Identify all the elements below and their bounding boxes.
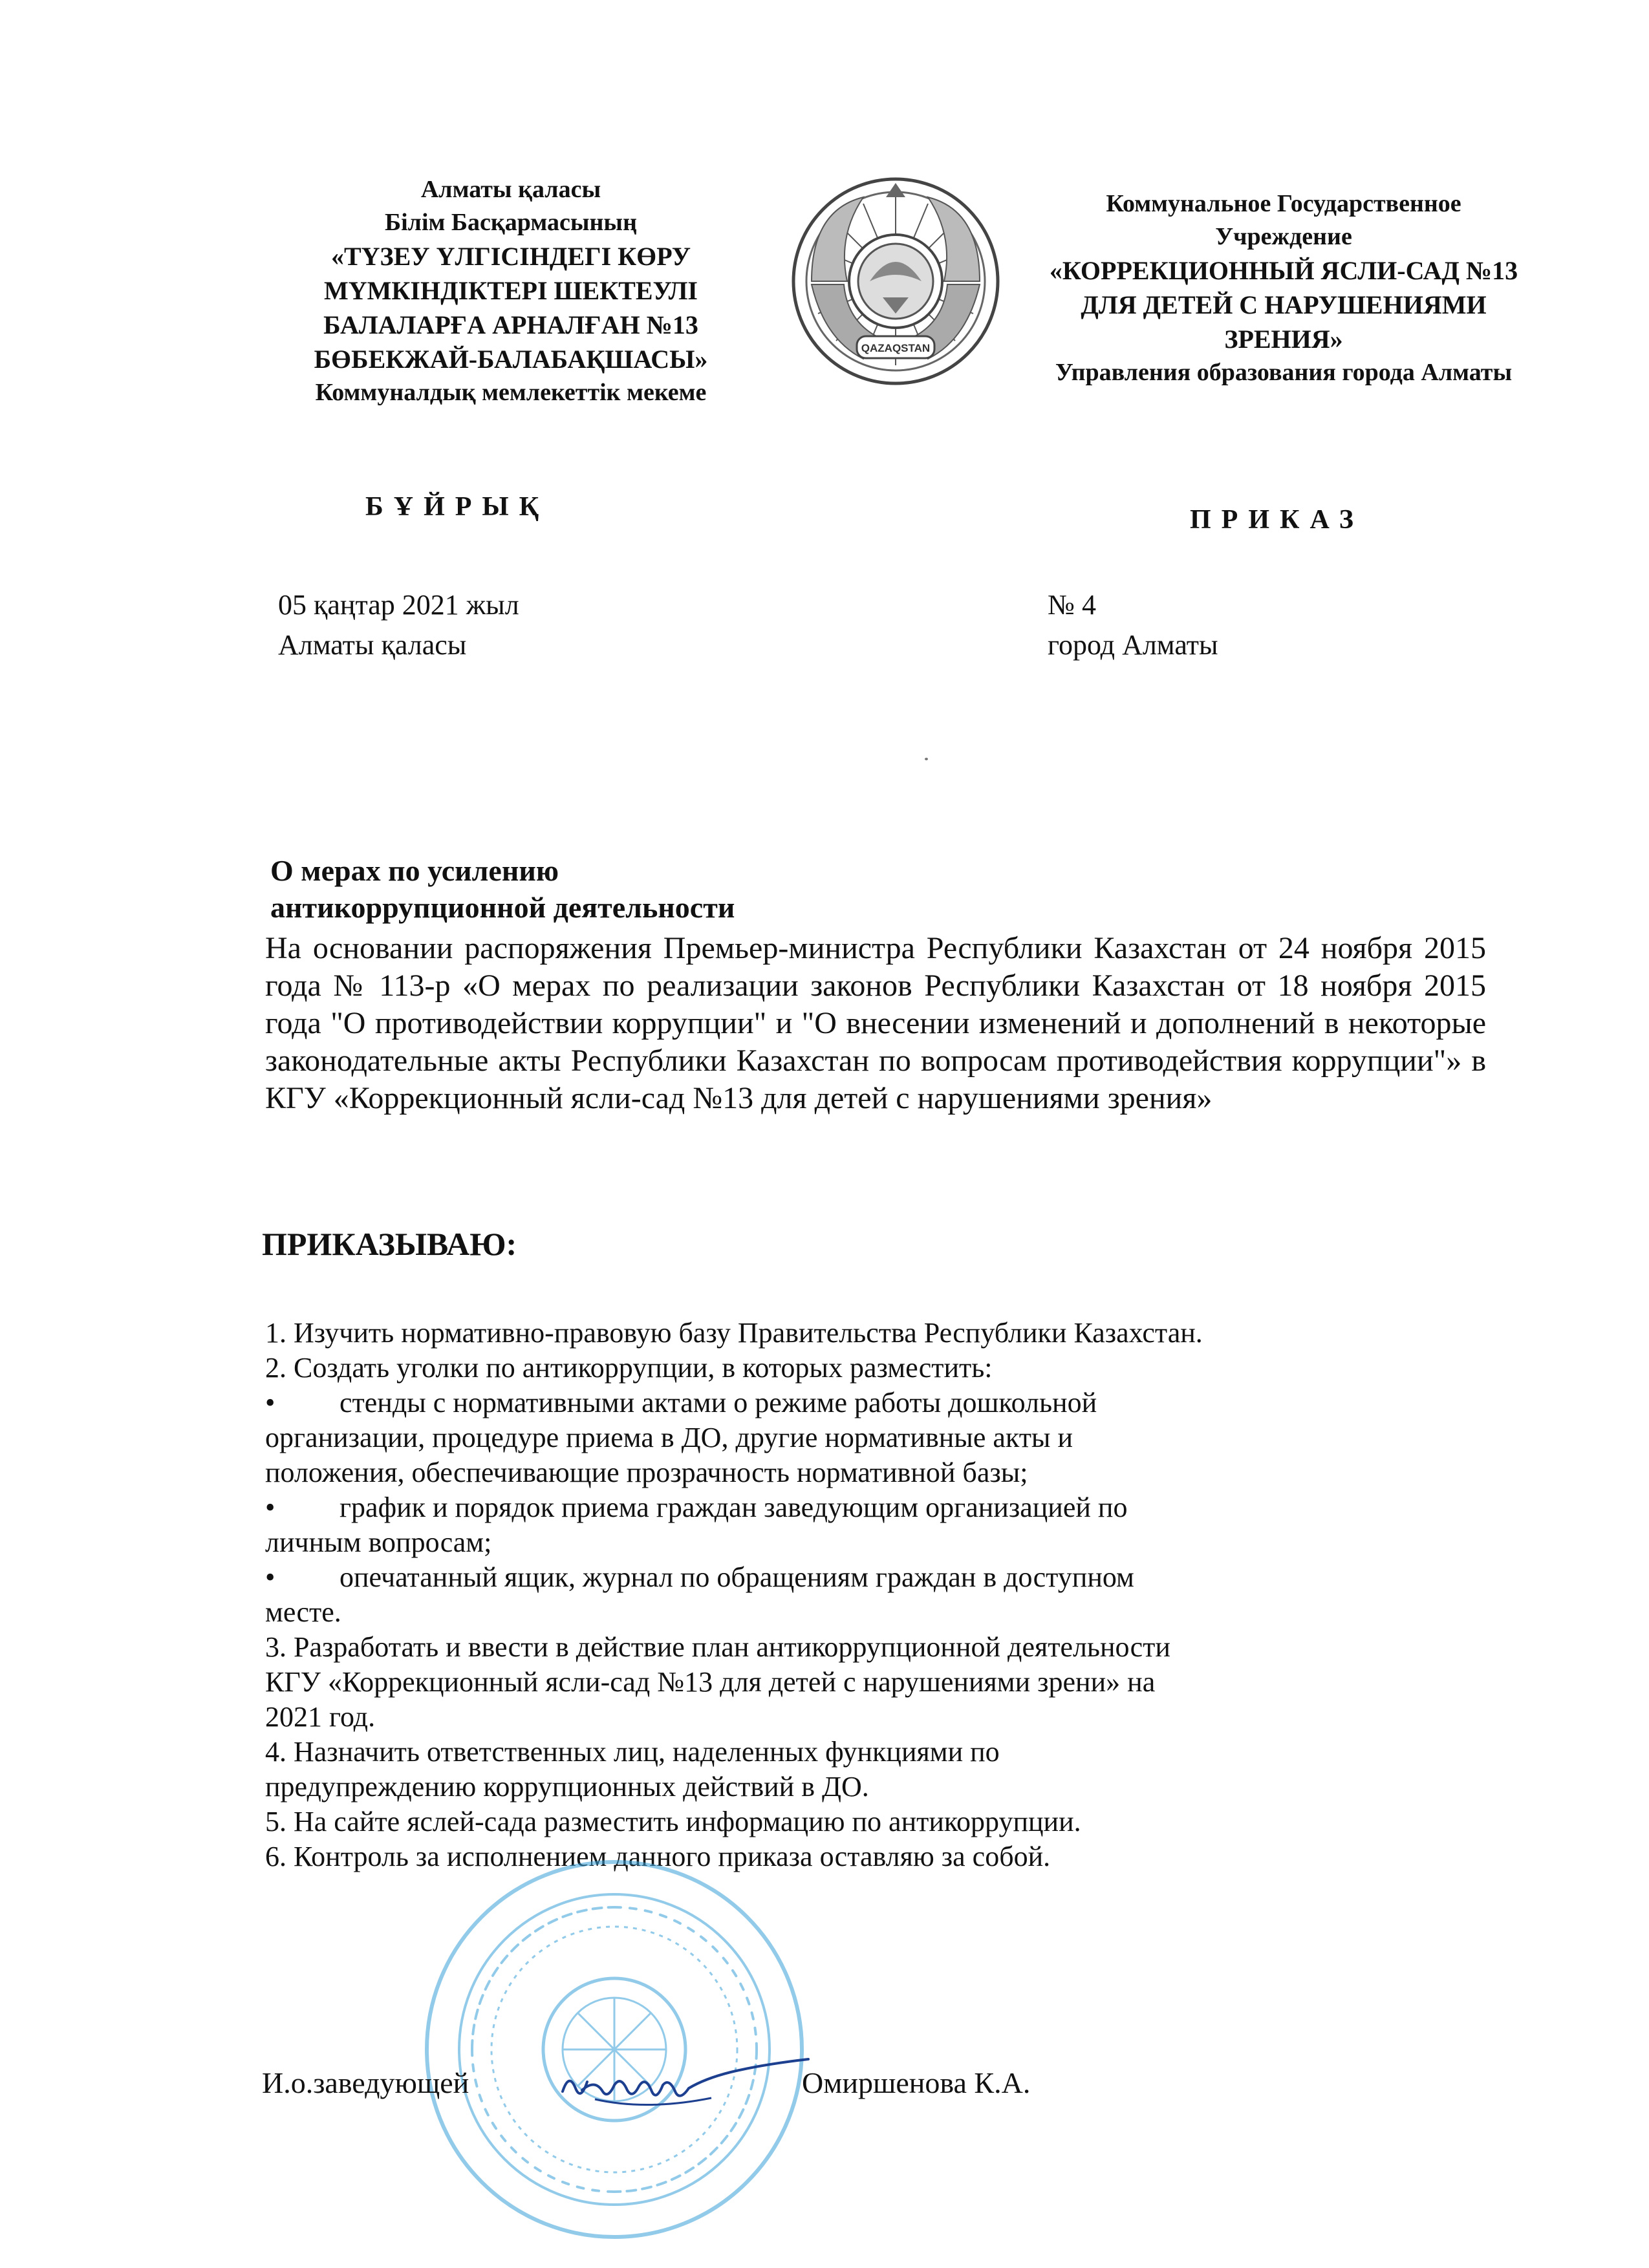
emblem-caption: QAZAQSTAN: [861, 342, 931, 354]
bullet-item-3: [265, 1560, 1526, 1595]
header-left-institution-name: «ТҮЗЕУ ҮЛГІСІНДЕГІ КӨРУ МҮМКІНДІКТЕРІ ШЕКТЕУЛІ БАЛАЛАРҒА АРНАЛҒАН №13 БӨБЕКЖАЙ-БАЛАБАҚШАСЫ»: [314, 242, 708, 374]
scan-speck: [925, 758, 928, 760]
order-topic-line-2: антикоррупционной деятельности: [270, 891, 735, 924]
order-item-3-cont-2: 2021 год.: [265, 1701, 376, 1733]
order-item-2: 2. Создать уголки по антикоррупции, в которых разместить:: [265, 1352, 993, 1384]
order-item-5: 5. На сайте яслей-сада разместить информацию по антикоррупции.: [265, 1806, 1081, 1837]
doc-type-kz: БҰЙРЫҚ: [365, 492, 550, 522]
header-left-city: Алматы қаласы: [420, 176, 601, 203]
order-topic: [270, 852, 735, 926]
header-right-ru: [1038, 187, 1529, 389]
bullet-item-2-text: график и порядок приема граждан заведующим организацией по: [339, 1492, 1128, 1523]
header-right-dept: Управления образования города Алматы: [1055, 359, 1513, 386]
order-item-3: 3. Разработать и ввести в действие план антикоррупционной деятельности: [265, 1631, 1170, 1663]
handwritten-signature-icon: [556, 2053, 815, 2117]
doc-date-kz: 05 қаңтар 2021 жыл: [278, 589, 519, 621]
doc-city-kz: Алматы қаласы: [278, 629, 467, 661]
order-word: ПРИКАЗЫВАЮ:: [262, 1226, 517, 1262]
bullet-icon: •: [265, 1561, 275, 1593]
doc-type-ru: ПРИКАЗ: [1190, 505, 1364, 535]
bullet-item-2: [265, 1490, 1526, 1525]
bullet-item-3-cont: месте.: [265, 1596, 341, 1628]
header-right-institution-name: «КОРРЕКЦИОННЫЙ ЯСЛИ-САД №13 ДЛЯ ДЕТЕЙ С НАРУШЕНИЯМИ ЗРЕНИЯ»: [1049, 256, 1518, 354]
header-left-kz: [268, 173, 753, 409]
bullet-item-1-cont-1: организации, процедуре приема в ДО, другие нормативные акты и: [265, 1422, 1073, 1453]
bullet-item-1-text: стенды с нормативными актами о режиме работы дошкольной: [339, 1387, 1097, 1418]
bullet-icon: •: [265, 1387, 275, 1418]
meta-right: [1048, 585, 1218, 665]
order-item-4: 4. Назначить ответственных лиц, наделенных функциями по: [265, 1736, 1000, 1768]
order-item-4-cont: предупреждению коррупционных действий в ДО.: [265, 1771, 869, 1803]
doc-number: № 4: [1048, 589, 1096, 621]
bullet-item-1: [265, 1385, 1526, 1420]
signer-role: И.о.заведующей: [262, 2066, 469, 2099]
doc-city-ru: город Алматы: [1048, 629, 1218, 661]
bullet-item-2-cont: личным вопросам;: [265, 1526, 492, 1558]
round-seal-stamp-icon: [414, 1849, 815, 2250]
bullet-icon: •: [265, 1492, 275, 1523]
order-items: [265, 1316, 1526, 1874]
order-item-6: 6. Контроль за исполнением данного приказа оставляю за собой.: [265, 1841, 1051, 1872]
header-right-org-type: Коммунальное Государственное Учреждение: [1106, 190, 1461, 250]
order-topic-line-1: О мерах по усилению: [270, 854, 559, 887]
order-item-3-cont-1: КГУ «Коррекционный ясли-сад №13 для детей с нарушениями зрени» на: [265, 1666, 1156, 1698]
header-left-org-type: Коммуналдық мемлекеттік мекеме: [315, 379, 707, 406]
signer-name: Омиршенова К.А.: [802, 2066, 1031, 2099]
order-item-1: 1. Изучить нормативно-правовую базу Правительства Республики Казахстан.: [265, 1317, 1203, 1349]
bullet-item-3-text: опечатанный ящик, журнал по обращениям граждан в доступном: [339, 1561, 1134, 1593]
basis-paragraph: На основании распоряжения Премьер-министра Республики Казахстан от 24 ноября 2015 года № 113-р «О мерах по реализации законов Республики Казахстан от 18 ноября 2015 года "О противодействии коррупции" и "О внесении изменений и дополнений в некоторые законодательные акты Республики Казахстан по вопросам противодействия коррупции"» в КГУ «Коррекционный ясли-сад №13 для детей с нарушениями зрения»: [265, 931, 1486, 1115]
meta-left: [278, 585, 519, 665]
kazakhstan-state-emblem-icon: [786, 171, 1006, 391]
header-left-dept: Білім Басқармасының: [384, 209, 637, 236]
bullet-item-1-cont-2: положения, обеспечивающие прозрачность нормативной базы;: [265, 1457, 1028, 1488]
